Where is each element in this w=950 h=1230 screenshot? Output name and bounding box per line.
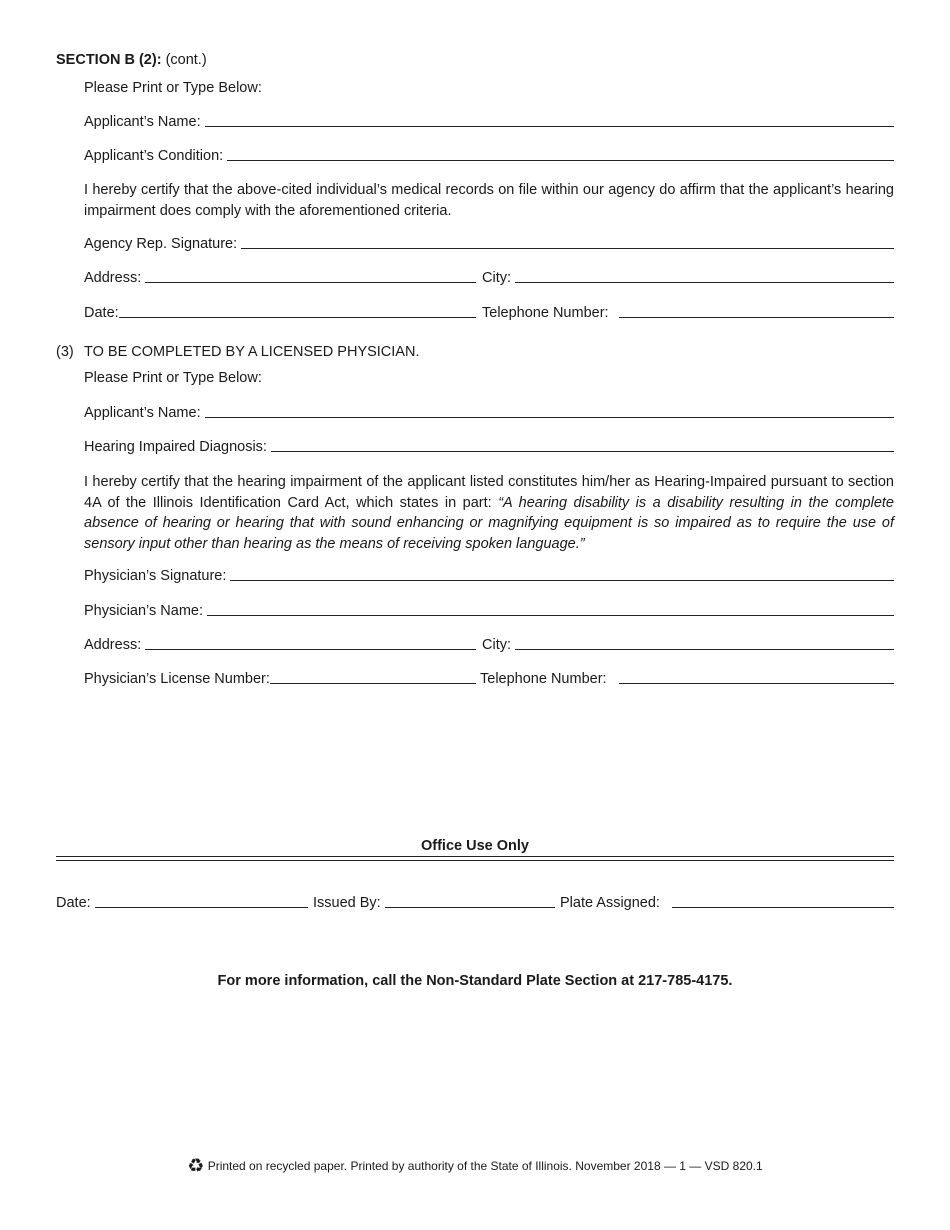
physician-license-label: Physician’s License Number: (84, 671, 270, 687)
diagnosis-label: Hearing Impaired Diagnosis: (84, 439, 267, 455)
physician-certification-body: I hereby certify that the hearing impairment of the applicant listed constitutes him/her as Hearing-Impaired pursuant to section 4A of the Illinois Identification Card Act, which states in part: (84, 474, 894, 511)
footer (0, 1155, 950, 1178)
applicant-name-line[interactable] (205, 125, 894, 127)
office-use-rule-top (56, 856, 894, 857)
agency-telephone-field[interactable] (482, 305, 894, 321)
office-use-rule-bottom (56, 860, 894, 861)
plate-assigned-label: Plate Assigned: (560, 895, 660, 911)
section-b-cont: (cont.) (165, 52, 207, 68)
physician-city-line[interactable] (515, 648, 894, 650)
info-text: For more information, call the Non-Standard Plate Section at 217-785-4175. (217, 973, 733, 989)
agency-certification-text: I hereby certify that the above-cited individual’s medical records on file within our agency do affirm that the applicant’s hearing impairment does comply with the aforementioned criteria. (84, 182, 894, 219)
physician-license-line[interactable] (270, 682, 476, 684)
footer-page-marker: — 1 — (663, 1159, 702, 1173)
applicant-condition-line[interactable] (227, 159, 894, 161)
agency-date-line[interactable] (119, 316, 476, 318)
physician-address-label: Address: (84, 637, 142, 653)
physician-name-line[interactable] (207, 614, 894, 616)
physician-certification-text (84, 472, 894, 554)
section-b-heading (56, 52, 207, 68)
print-note: Please Print or Type Below: (84, 80, 262, 96)
applicant-name-label: Applicant’s Name: (84, 114, 201, 130)
agency-date-label: Date: (84, 305, 119, 321)
section-3-print-note: Please Print or Type Below: (84, 370, 262, 386)
agency-signature-label: Agency Rep. Signature: (84, 236, 238, 252)
agency-address-line[interactable] (145, 281, 476, 283)
agency-telephone-label: Telephone Number: (482, 305, 609, 321)
agency-city-label: City: (482, 270, 511, 286)
diagnosis-line[interactable] (271, 450, 894, 452)
footer-text: Printed on recycled paper. Printed by authority of the State of Illinois. November 2018 (207, 1159, 661, 1173)
agency-date-field[interactable] (84, 305, 476, 321)
physician-address-field[interactable] (84, 637, 476, 653)
applicant-condition-field[interactable] (84, 148, 894, 164)
physician-telephone-label: Telephone Number: (480, 671, 607, 687)
office-date-label: Date: (56, 895, 91, 911)
section-3-heading: TO BE COMPLETED BY A LICENSED PHYSICIAN. (84, 344, 420, 360)
issued-by-label: Issued By: (313, 895, 381, 911)
office-date-field[interactable] (56, 895, 308, 911)
recycle-icon: ♻ (187, 1156, 205, 1177)
agency-address-label: Address: (84, 270, 142, 286)
section-3-number: (3) (56, 344, 74, 360)
agency-telephone-line[interactable] (619, 316, 894, 318)
physician-telephone-field[interactable] (480, 671, 894, 687)
agency-signature-line[interactable] (241, 247, 894, 249)
office-use-title: Office Use Only (421, 838, 529, 854)
office-date-line[interactable] (95, 906, 308, 908)
section-b-title: SECTION B (2): (56, 52, 162, 68)
physician-name-field[interactable] (84, 603, 894, 619)
physician-signature-field[interactable] (84, 568, 894, 584)
applicant-condition-label: Applicant’s Condition: (84, 148, 224, 164)
physician-license-field[interactable] (84, 671, 476, 687)
issued-by-field[interactable] (313, 895, 555, 911)
plate-assigned-line[interactable] (672, 906, 894, 908)
agency-address-field[interactable] (84, 270, 476, 286)
physician-applicant-name-field[interactable] (84, 405, 894, 421)
physician-signature-line[interactable] (230, 579, 894, 581)
physician-telephone-line[interactable] (619, 682, 894, 684)
physician-signature-label: Physician’s Signature: (84, 568, 227, 584)
diagnosis-field[interactable] (84, 439, 894, 455)
physician-applicant-name-line[interactable] (205, 416, 894, 418)
agency-city-field[interactable] (482, 270, 894, 286)
issued-by-line[interactable] (385, 906, 555, 908)
physician-address-line[interactable] (145, 648, 476, 650)
physician-applicant-name-label: Applicant’s Name: (84, 405, 201, 421)
plate-assigned-field[interactable] (560, 895, 894, 911)
physician-city-field[interactable] (482, 637, 894, 653)
physician-certification-quote: “A hearing disability is a disability resulting in the complete absence of hearing or hearing that with sound enhancing or magnifying equipment is so impaired as to require the use of sensory input other than hearing as the means of receiving spoken language.” (84, 494, 894, 552)
agency-signature-field[interactable] (84, 236, 894, 252)
applicant-name-field[interactable] (84, 114, 894, 130)
agency-city-line[interactable] (515, 281, 894, 283)
physician-name-label: Physician’s Name: (84, 603, 204, 619)
footer-form-code: VSD 820.1 (704, 1159, 763, 1173)
physician-city-label: City: (482, 637, 511, 653)
